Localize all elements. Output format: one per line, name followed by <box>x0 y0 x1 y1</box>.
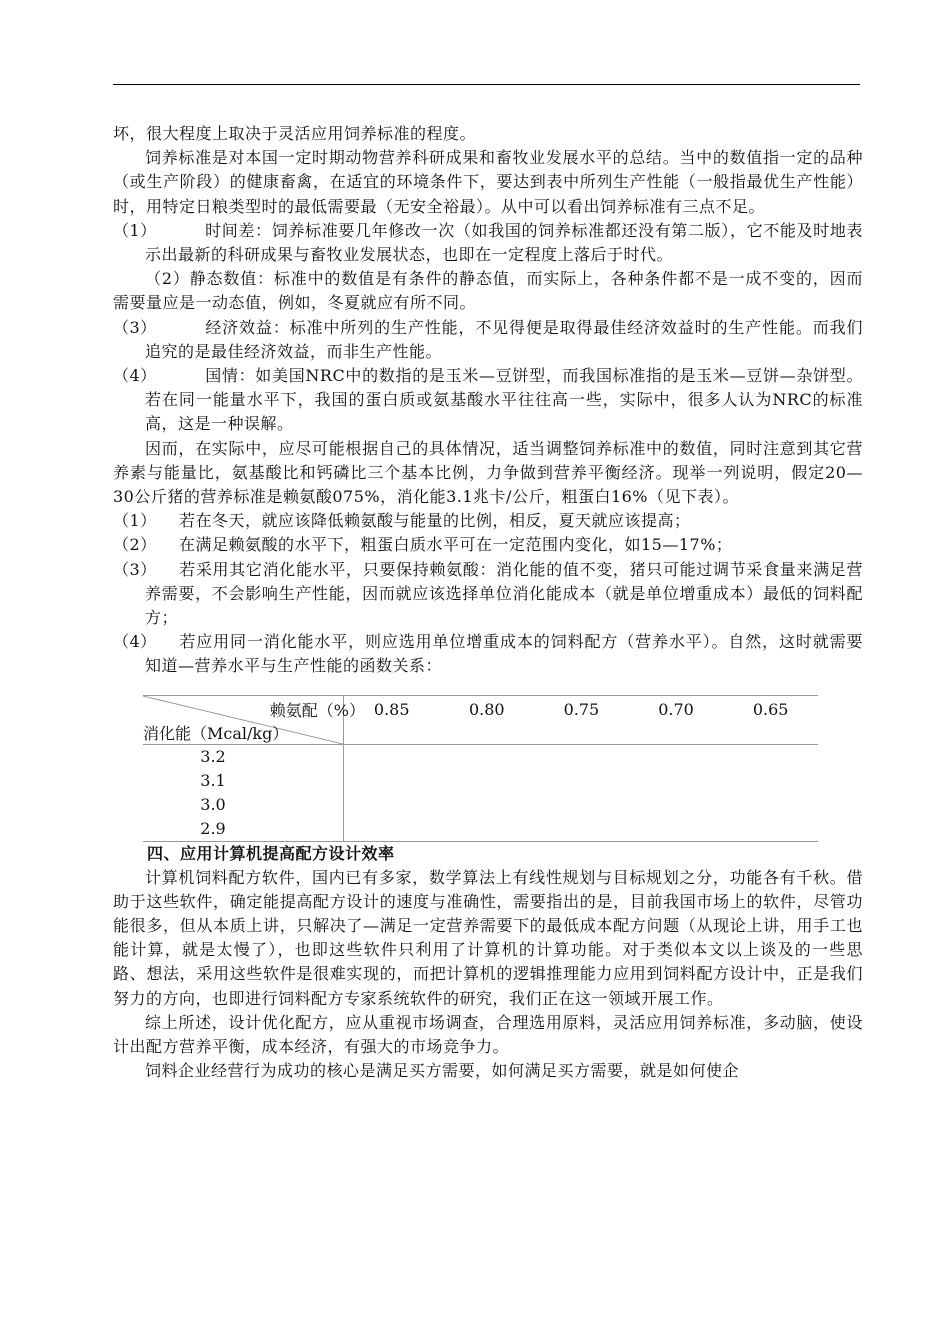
paragraph: 因而，在实际中，应尽可能根据自己的具体情况，适当调整饲养标准中的数值，同时注意到其它营养素与能量比，氨基酸比和钙磷比三个基本比例，力争做到营养平衡经济。现举一列说明，假定20—30公斤猪的营养标准是赖氨酸075%，消化能3.1兆卡/公斤，粗蛋白16%（见下表）。 <box>113 438 863 507</box>
list-item <box>113 219 863 267</box>
table-row <box>143 744 818 769</box>
list-item-text: 若应用同一消化能水平，则应选用单位增重成本的饲料配方（营养水平）。自然，这时就需要知道—营养水平与生产性能的函数关系： <box>145 632 863 676</box>
nutrient-table <box>143 695 818 842</box>
paragraph: 饲料企业经营行为成功的核心是满足买方需要，如何满足买方需要，就是如何使企 <box>145 1061 740 1081</box>
list-item <box>113 533 863 557</box>
list-item-text: 静态数值：标准中的数值是有条件的静态值，而实际上，各种条件都不是一成不变的，因而需要量应是一动态值，例如，冬夏就应有所不同。 <box>113 269 863 313</box>
document-body <box>113 122 863 1084</box>
column-header: 0.85 <box>344 695 440 744</box>
row-header: 3.0 <box>143 793 344 817</box>
paragraph: 坏，很大程度上取决于灵活应用饲养标准的程度。 <box>113 124 477 143</box>
list-item-label: （4） <box>113 632 157 652</box>
column-header: 0.70 <box>629 695 724 744</box>
list-item-label: （3） <box>113 559 157 579</box>
table-row <box>143 793 818 817</box>
list-item-label: （3） <box>113 317 157 337</box>
list-item-text: 在满足赖氨酸的水平下，粗蛋白质水平可在一定范围内变化，如15—17%； <box>179 535 733 555</box>
table-row <box>143 769 818 793</box>
paragraph: 饲养标准是对本国一定时期动物营养科研成果和畜牧业发展水平的总结。当中的数值指一定的品种（或生产阶段）的健康畜禽，在适宜的环境条件下，要达到表中所列生产性能（一般指最优生产性能）时，用特定日粮类型时的最低需要最（无安全裕最）。从中可以看出饲养标准有三点不足。 <box>113 148 863 216</box>
list-item-text: 国情：如美国NRC中的数指的是玉米—豆饼型，而我国标准指的是玉米—豆饼—杂饼型。若在同一能量水平下，我国的蛋白质或氨基酸水平往往高一些，实际中，很多人认为NRC的标准高，这是一种误解。 <box>145 366 863 434</box>
list-item-label: （1） <box>113 511 157 531</box>
list-item <box>113 630 863 678</box>
section-heading: 四、应用计算机提高配方设计效率 <box>147 843 395 863</box>
column-header: 0.65 <box>723 695 818 744</box>
paragraph: 计算机饲料配方软件，国内已有多家，数学算法上有线性规划与目标规划之分，功能各有千秋。借助于这些软件，确定能提高配方设计的速度与准确性，需要指出的是，目前我国市场上的软件，尽管功能很多，但从本质上讲，只解决了—满足一定营养需要下的最低成本配方问题（从现论上讲，用手工也能计算，就是太慢了），也即这些软件只利用了计算机的计算功能。对于类似本文以上谈及的一些思路、想法，采用这些软件是很难实现的，而把计算机的逻辑推理能力应用到饲料配方设计中，正是我们努力的方向，也即进行饲料配方专家系统软件的研究，我们正在这一领域开展工作。 <box>113 867 863 1008</box>
list-item <box>113 267 863 315</box>
list-item <box>113 509 863 533</box>
table-corner-cell <box>143 695 365 744</box>
list-item-label: （2） <box>113 535 157 555</box>
list-item-label: （1） <box>113 220 157 240</box>
row-header: 3.1 <box>143 769 344 793</box>
row-header: 2.9 <box>143 817 344 842</box>
column-axis-label: 赖氨配（%） <box>269 700 365 720</box>
header-rule <box>113 84 860 85</box>
list-item-label: （2） <box>145 269 190 289</box>
list-item <box>113 558 863 631</box>
table-row <box>143 817 818 842</box>
list-item-text: 若采用其它消化能水平，只要保持赖氨酸：消化能的值不变，猪只可能过调节采食量来满足营养需要，不会影响生产性能，因而就应该选择单位消化能成本（就是单位增重成本）最低的饲料配方； <box>145 559 863 628</box>
list-item-label: （4） <box>113 366 157 386</box>
row-header: 3.2 <box>143 744 344 769</box>
list-item-text: 经济效益：标准中所列的生产性能，不见得便是取得最佳经济效益时的生产性能。而我们追究的是最佳经济效益，而非生产性能。 <box>145 317 863 361</box>
list-item <box>113 316 863 364</box>
paragraph: 综上所述，设计优化配方，应从重视市场调查，合理选用原料，灵活应用饲养标准，多动脑，使设计出配方营养平衡，成本经济，有强大的市场竞争力。 <box>113 1012 863 1057</box>
column-header: 0.80 <box>439 695 534 744</box>
list-item-text: 时间差：饲养标准要几年修改一次（如我国的饲养标准都还没有第二版），它不能及时地表示出最新的科研成果与畜牧业发展状态，也即在一定程度上落后于时代。 <box>145 220 863 265</box>
list-item <box>113 364 863 437</box>
list-item-text: 若在冬天，就应该降低赖氨酸与能量的比例，相反，夏天就应该提高； <box>179 511 691 531</box>
row-axis-label: 消化能（Mcal/kg） <box>143 723 289 743</box>
column-header: 0.75 <box>534 695 629 744</box>
